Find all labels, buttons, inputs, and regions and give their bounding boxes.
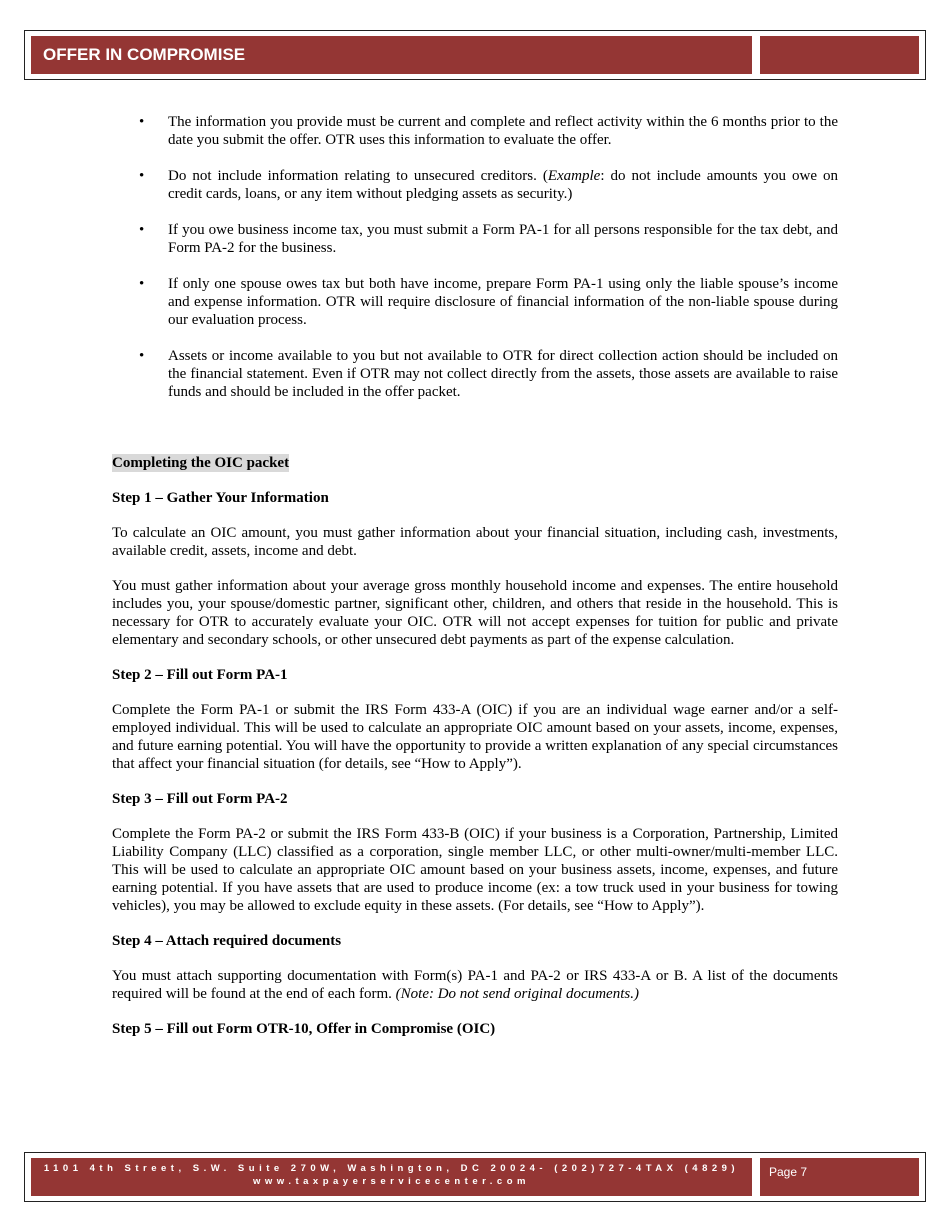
step-2-title: Step 2 – Fill out Form PA-1 bbox=[112, 667, 288, 683]
step-1-title: Step 1 – Gather Your Information bbox=[112, 490, 329, 506]
bullet-text: : do not include amounts you owe on credit cards, loans, or any item without pledging assets as security.) bbox=[168, 168, 838, 202]
page-number: Page 7 bbox=[769, 1165, 808, 1179]
page-content bbox=[112, 113, 838, 1038]
bullet-italic: Example bbox=[547, 168, 601, 184]
header-side-block bbox=[760, 36, 919, 74]
step-3-paragraph: Complete the Form PA-2 or submit the IRS Form 433-B (OIC) if your business is a Corporation, Partnership, Limited Liability Company (LLC) classified as a corporation, single member LLC, or other multi-owner/multi-member LLC. This will be used to calculate an appropriate OIC amount based on your business assets, income, expenses, and future earning potential. If you have assets that are used to produce income (ex: a tow truck used in your business for towing vehicles), you may be allowed to exclude equity in these assets. (For details, see “How to Apply”). bbox=[112, 826, 838, 914]
section-heading: Completing the OIC packet bbox=[112, 455, 290, 471]
step-4-title: Step 4 – Attach required documents bbox=[112, 933, 342, 949]
bullet-text: Do not include information relating to unsecured creditors. ( bbox=[168, 168, 548, 184]
step-3-title: Step 3 – Fill out Form PA-2 bbox=[112, 791, 288, 807]
list-item: • The information you provide must be current and complete and reflect activity within the 6 months prior to the date you submit the offer. OTR uses this information to evaluate the offer. bbox=[112, 113, 838, 149]
bullet-list bbox=[112, 113, 838, 401]
list-item: • If only one spouse owes tax but both have income, prepare Form PA-1 using only the liable spouse’s income and expense information. OTR will require disclosure of financial information of the non-liable spouse during our evaluation process. bbox=[112, 275, 838, 329]
step-5-title: Step 5 – Fill out Form OTR-10, Offer in Compromise (OIC) bbox=[112, 1021, 496, 1037]
footer-banner bbox=[31, 1158, 752, 1196]
footer-page-block bbox=[760, 1158, 919, 1196]
list-item: • If you owe business income tax, you must submit a Form PA-1 for all persons responsible for the tax debt, and Form PA-2 for the business. bbox=[112, 221, 838, 257]
header-title: OFFER IN COMPROMISE bbox=[43, 45, 246, 64]
step-2-paragraph: Complete the Form PA-1 or submit the IRS Form 433-A (OIC) if you are an individual wage earner and/or a self-employed individual. This will be used to calculate an appropriate OIC amount based on your assets, income, expenses, and future earning potential. You will have the opportunity to provide a written explanation of any special circumstances that affect your financial situation (for details, see “How to Apply”). bbox=[112, 702, 838, 772]
footer-website: www.taxpayerservicecenter.com bbox=[253, 1176, 530, 1187]
step-4-note: (Note: Do not send original documents.) bbox=[395, 986, 639, 1002]
step-1-paragraph: To calculate an OIC amount, you must gather information about your financial situation, including cash, investments, available credit, assets, income and debt. bbox=[112, 525, 838, 559]
step-4-text: You must attach supporting documentation with Form(s) PA-1 and PA-2 or IRS 433-A or B. A list of the documents required will be found at the end of each form. bbox=[112, 968, 838, 1002]
step-1-paragraph: You must gather information about your average gross monthly household income and expenses. The entire household includes you, your spouse/domestic partner, significant other, children, and others that reside in the household. This is necessary for OTR to accurately evaluate your OIC. OTR will not accept expenses for tuition for public and private elementary and secondary schools, or other unsecured debt payments as part of the expense calculation. bbox=[112, 578, 838, 648]
list-item: • Assets or income available to you but not available to OTR for direct collection action should be included on the financial statement. Even if OTR may not collect directly from the assets, those assets are available to raise funds and should be included in the offer packet. bbox=[112, 347, 838, 401]
header-banner bbox=[31, 36, 752, 74]
list-item bbox=[112, 167, 838, 203]
step-4-paragraph bbox=[112, 967, 838, 1003]
footer-address: 1101 4th Street, S.W. Suite 270W, Washington, DC 20024- (202)727-4TAX (4829) bbox=[43, 1163, 740, 1174]
